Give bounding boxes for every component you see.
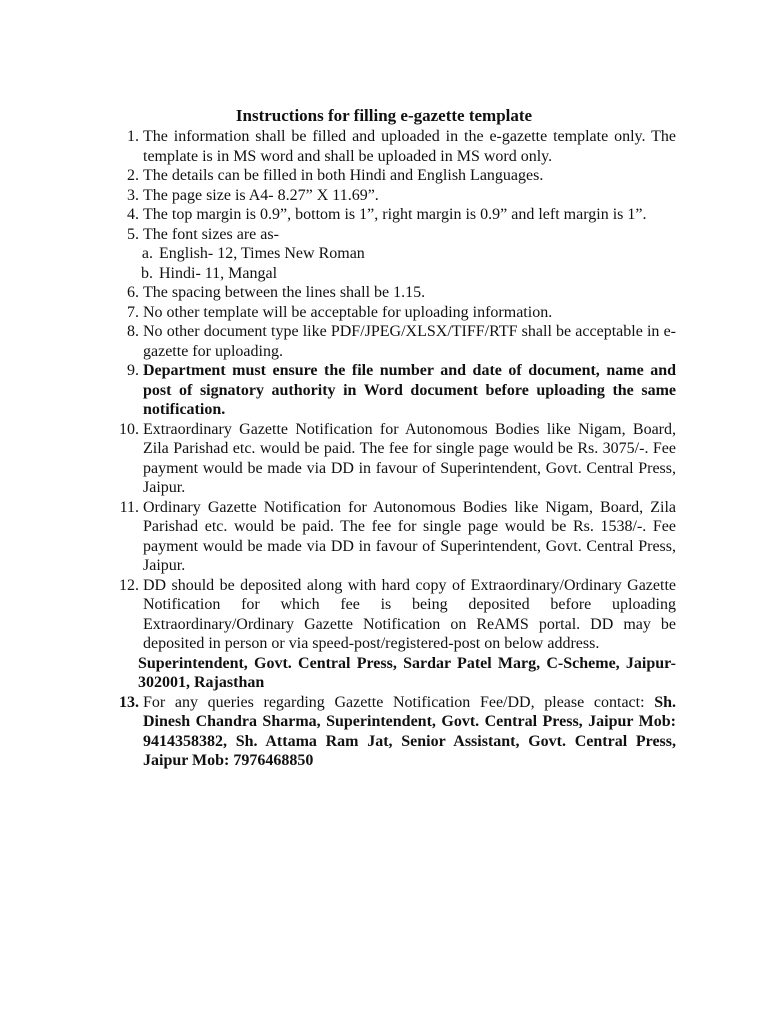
item-number: 6. bbox=[127, 284, 139, 301]
list-item bbox=[115, 186, 676, 206]
item-text: The information shall be filled and uploaded in the e-gazette template only. The template is in MS word and shall be uploaded in MS word only. bbox=[143, 128, 676, 165]
item-text: No other template will be acceptable for uploading information. bbox=[143, 303, 553, 321]
item-number: 12. bbox=[119, 576, 139, 594]
list-item bbox=[115, 420, 676, 498]
contact-details: Sh. Dinesh Chandra Sharma, Superintendent, Govt. Central Press, Jaipur Mob: 9414358382, Sh. Attama Ram Jat, Senior Assistant, Govt. Central Press, Jaipur Mob: 7976468850 bbox=[143, 693, 677, 769]
item-number: 13. bbox=[119, 693, 139, 711]
press-address: Superintendent, Govt. Central Press, Sardar Patel Marg, C-Scheme, Jaipur-302001, Rajasthan bbox=[138, 654, 676, 691]
item-text: The font sizes are as- bbox=[143, 225, 279, 243]
item-text: The details can be filled in both Hindi and English Languages. bbox=[143, 167, 544, 184]
list-item bbox=[115, 205, 676, 225]
item-number: 1. bbox=[127, 128, 139, 145]
list-item bbox=[115, 303, 676, 323]
sub-item-text: English- 12, Times New Roman bbox=[159, 245, 365, 262]
list-item bbox=[115, 361, 676, 420]
item-number: 4. bbox=[127, 206, 139, 223]
list-item bbox=[115, 498, 676, 576]
item-text: The spacing between the lines shall be 1.15. bbox=[143, 284, 426, 301]
list-item bbox=[115, 322, 676, 361]
sub-item-text: Hindi- 11, Mangal bbox=[159, 264, 278, 282]
item-number: 5. bbox=[127, 225, 139, 243]
sub-list-item bbox=[115, 244, 676, 264]
list-item bbox=[115, 127, 676, 166]
item-number: 11. bbox=[119, 498, 139, 516]
list-item bbox=[115, 693, 676, 771]
sub-item-letter: a. bbox=[141, 245, 153, 262]
item-number: 9. bbox=[127, 362, 139, 379]
sub-list-item bbox=[115, 264, 676, 284]
list-item bbox=[115, 225, 676, 245]
item-text: DD should be deposited along with hard copy of Extraordinary/Ordinary Gazette Notification for which fee is being deposited before uploading Extraordinary/Ordinary Gazette Notification on ReAMS portal. DD may be deposited in person or via speed-post/registered-post on below address. bbox=[143, 576, 676, 652]
item-text: For any queries regarding Gazette Notification Fee/DD, please contact: bbox=[143, 693, 645, 711]
item-number: 2. bbox=[127, 167, 139, 184]
item-text: Extraordinary Gazette Notification for Autonomous Bodies like Nigam, Board, Zila Parishad etc. would be paid. The fee for single page would be Rs. 3075/-. Fee payment would be made via DD in favour of Superintendent, Govt. Central Press, Jaipur. bbox=[143, 420, 676, 496]
item-text: Ordinary Gazette Notification for Autonomous Bodies like Nigam, Board, Zila Parishad etc. would be paid. The fee for single page would be Rs. 1538/-. Fee payment would be made via DD in favour of Superintendent, Govt. Central Press, Jaipur. bbox=[143, 498, 676, 574]
item-text: No other document type like PDF/JPEG/XLSX/TIFF/RTF shall be acceptable in e-gazette for uploading. bbox=[143, 323, 676, 360]
instruction-list bbox=[115, 127, 676, 771]
item-number: 7. bbox=[127, 303, 139, 321]
item-number: 8. bbox=[127, 323, 139, 340]
list-item bbox=[115, 166, 676, 186]
list-item bbox=[115, 576, 676, 654]
item-number: 10. bbox=[119, 420, 139, 438]
document-title: Instructions for filling e-gazette template bbox=[235, 106, 533, 125]
item-number: 3. bbox=[127, 186, 139, 204]
item-text: Department must ensure the file number and date of document, name and post of signatory authority in Word document before uploading the same notification. bbox=[143, 362, 676, 418]
list-item bbox=[115, 283, 676, 303]
item-text: The top margin is 0.9”, bottom is 1”, right margin is 0.9” and left margin is 1”. bbox=[143, 206, 647, 223]
item-text: The page size is A4- 8.27” X 11.69”. bbox=[143, 186, 379, 204]
sub-item-letter: b. bbox=[141, 264, 153, 282]
